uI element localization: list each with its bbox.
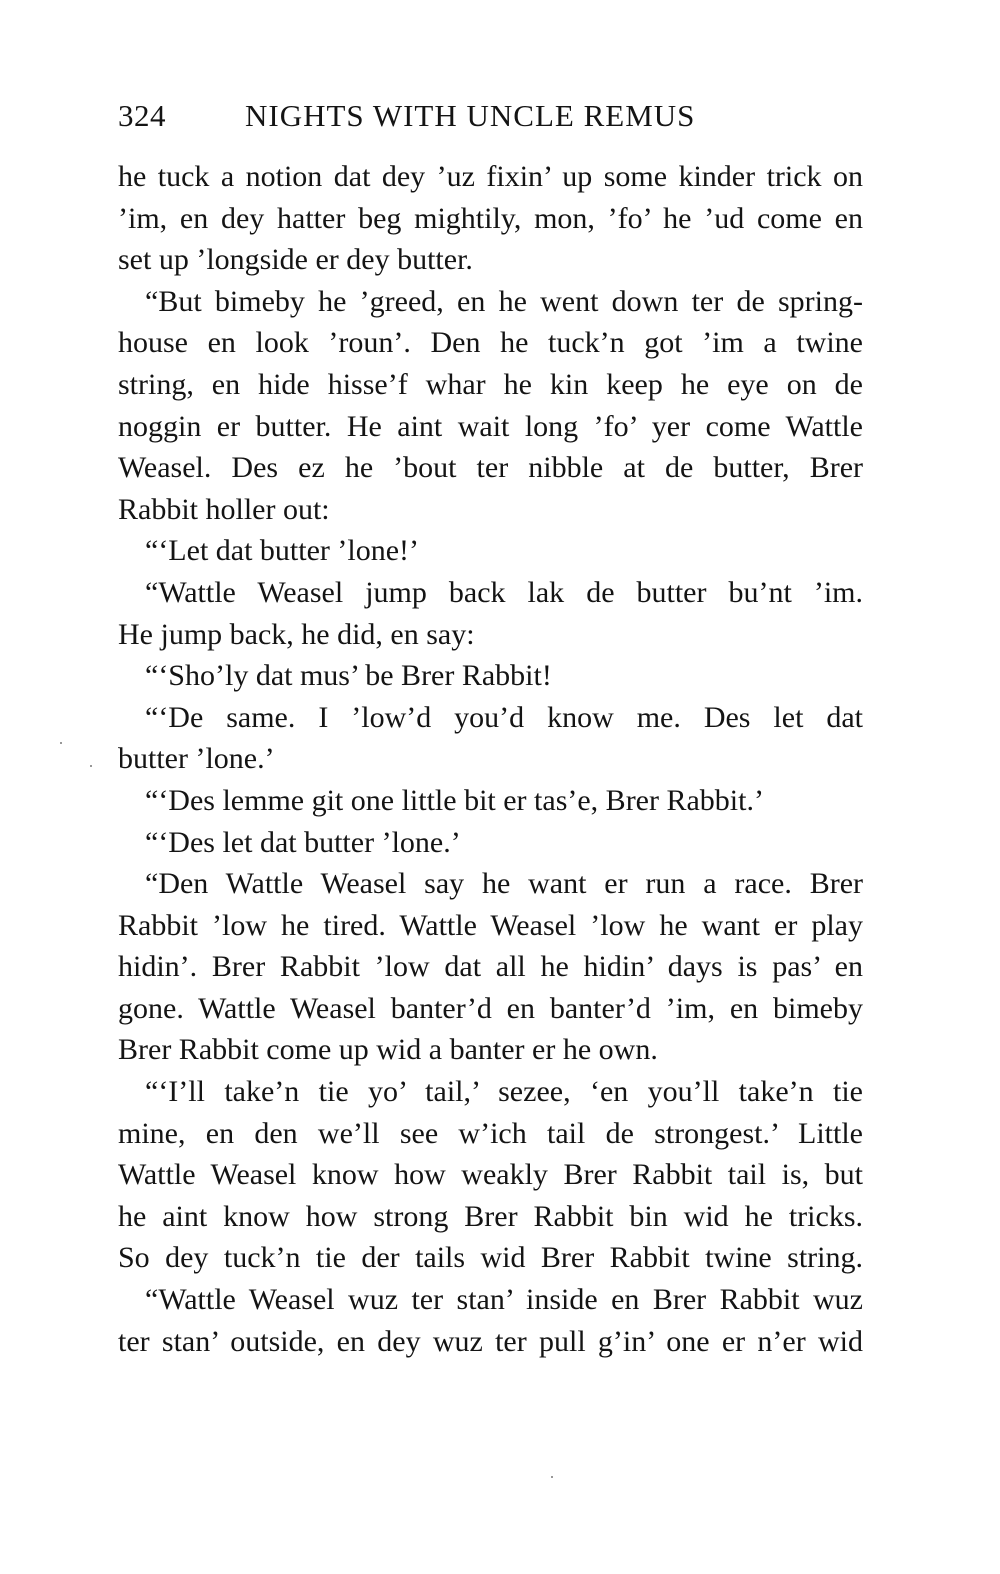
text-line: So dey tuck’n tie der tails wid Brer Rabbit twine string. xyxy=(118,1241,863,1275)
text-line: “‘Des lemme git one little bit er tas’e, Brer Rabbit.’ xyxy=(145,783,764,817)
body-text xyxy=(118,156,863,1362)
text-line: Weasel. Des ez he ’bout ter nibble at de butter, Brer xyxy=(118,451,863,485)
text-line: “‘Sho’ly dat mus’ be Brer Rabbit! xyxy=(145,659,552,693)
text-line: “‘De same. I ’low’d you’d know me. Des let dat xyxy=(145,700,863,734)
print-speck xyxy=(90,765,92,767)
text-line: he aint know how strong Brer Rabbit bin wid he tricks. xyxy=(118,1199,863,1233)
text-line: Wattle Weasel know how weakly Brer Rabbit tail is, but xyxy=(118,1158,863,1192)
text-line: “Wattle Weasel jump back lak de butter bu’nt ’im. xyxy=(145,575,863,609)
page-number: 324 xyxy=(118,98,166,133)
text-line: “‘Let dat butter ’lone!’ xyxy=(145,534,420,568)
text-line: string, en hide hisse’f whar he kin keep he eye on de xyxy=(118,367,863,401)
text-line: “‘I’ll take’n tie yo’ tail,’ sezee, ‘en you’ll take’n tie xyxy=(145,1075,863,1109)
text-line: mine, en den we’ll see w’ich tail de strongest.’ Little xyxy=(118,1116,863,1150)
text-line: He jump back, he did, en say: xyxy=(118,617,475,651)
text-line: ’im, en dey hatter beg mightily, mon, ’fo’ he ’ud come en xyxy=(118,201,863,235)
text-line: “‘Des let dat butter ’lone.’ xyxy=(145,825,461,859)
text-line: Rabbit holler out: xyxy=(118,492,330,526)
text-line: noggin er butter. He aint wait long ’fo’ yer come Wattle xyxy=(118,409,863,443)
page-header xyxy=(118,98,863,138)
text-line: “But bimeby he ’greed, en he went down ter de spring- xyxy=(145,284,863,318)
print-speck xyxy=(551,1476,553,1478)
text-line: gone. Wattle Weasel banter’d en banter’d ’im, en bimeby xyxy=(118,991,863,1025)
text-line: butter ’lone.’ xyxy=(118,742,275,776)
text-line: hidin’. Brer Rabbit ’low dat all he hidin’ days is pas’ en xyxy=(118,950,863,984)
print-speck xyxy=(60,742,62,744)
text-line: “Den Wattle Weasel say he want er run a race. Brer xyxy=(145,867,863,901)
text-line: he tuck a notion dat dey ’uz fixin’ up some kinder trick on xyxy=(118,160,863,193)
text-line: Brer Rabbit come up wid a banter er he own. xyxy=(118,1033,658,1067)
text-line: “Wattle Weasel wuz ter stan’ inside en Brer Rabbit wuz xyxy=(145,1283,863,1317)
text-line: house en look ’roun’. Den he tuck’n got ’im a twine xyxy=(118,326,863,360)
text-line: Rabbit ’low he tired. Wattle Weasel ’low he want er play xyxy=(118,908,863,942)
text-line: ter stan’ outside, en dey wuz ter pull g’in’ one er n’er wid xyxy=(118,1324,863,1358)
running-title: NIGHTS WITH UNCLE REMUS xyxy=(245,98,696,133)
text-line: set up ’longside er dey butter. xyxy=(118,243,473,277)
